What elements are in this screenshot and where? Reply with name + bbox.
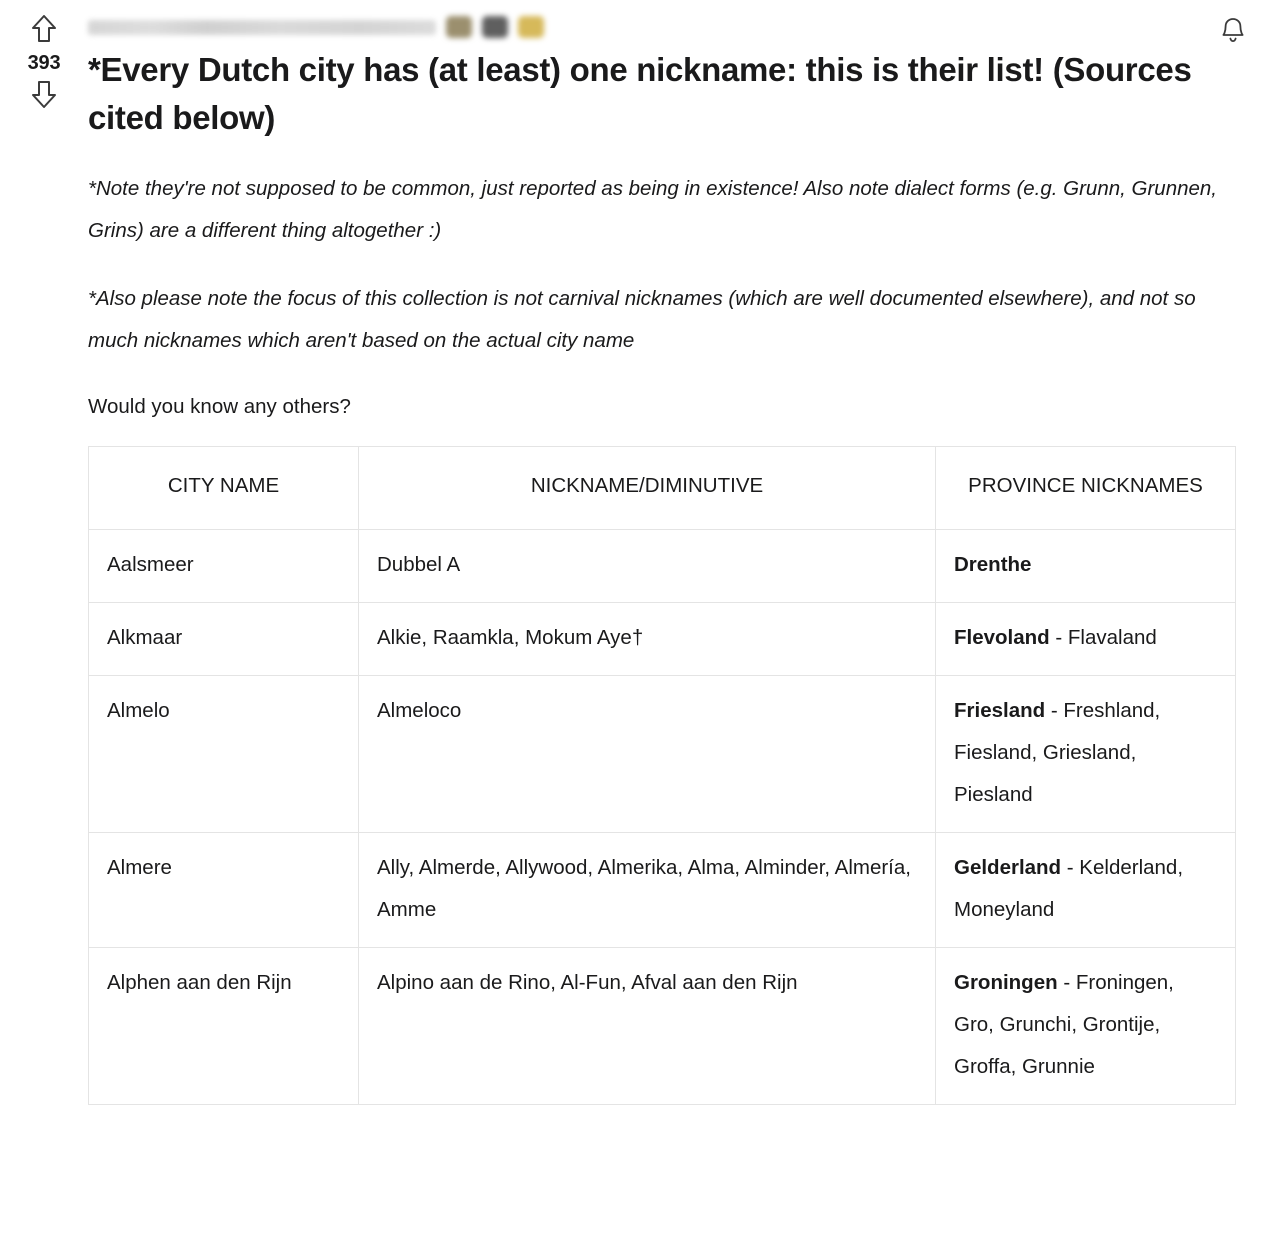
cell-city-name: Alphen aan den Rijn	[89, 948, 359, 1105]
province-name: Gelderland	[954, 856, 1062, 879]
column-header-city-name: CITY NAME	[89, 447, 359, 530]
cell-nickname: Alpino aan de Rino, Al-Fun, Afval aan den Rijn	[359, 948, 936, 1105]
cell-province	[936, 676, 1236, 833]
vote-rail	[0, 0, 88, 111]
table-row	[89, 833, 1236, 948]
province-nicknames: - Freshland, Fiesland, Griesland, Piesland	[954, 699, 1161, 806]
cell-province	[936, 603, 1236, 676]
province-name: Drenthe	[954, 553, 1032, 576]
table-header-row	[89, 447, 1236, 530]
cell-province	[936, 530, 1236, 603]
column-header-province-nicknames: PROVINCE NICKNAMES	[936, 447, 1236, 530]
cell-province	[936, 948, 1236, 1105]
cell-province	[936, 833, 1236, 948]
downvote-arrow-icon[interactable]	[27, 77, 61, 111]
post-content	[88, 0, 1238, 1105]
nicknames-table	[88, 446, 1236, 1105]
cell-nickname: Dubbel A	[359, 530, 936, 603]
byline-award-icon-1	[446, 16, 472, 38]
post-note-2: *Also please note the focus of this collection is not carnival nicknames (which are well documented elsewhere), and not so much nicknames which aren't based on the actual city name	[88, 287, 1196, 352]
vote-count: 393	[27, 52, 61, 74]
cell-city-name: Almelo	[89, 676, 359, 833]
post-note-1: *Note they're not supposed to be common, just reported as being in existence! Also note dialect forms (e.g. Grunn, Grunnen, Grins) are a different thing altogether :)	[88, 177, 1218, 242]
province-name: Groningen	[954, 971, 1058, 994]
province-name: Friesland	[954, 699, 1046, 722]
province-nicknames: - Froningen, Gro, Grunchi, Grontije, Groffa, Grunnie	[954, 971, 1174, 1078]
cell-nickname: Ally, Almerde, Allywood, Almerika, Alma, Alminder, Almería, Amme	[359, 833, 936, 948]
cell-city-name: Aalsmeer	[89, 530, 359, 603]
byline-redacted	[88, 14, 1238, 40]
table-row	[89, 530, 1236, 603]
column-header-nickname: NICKNAME/DIMINUTIVE	[359, 447, 936, 530]
cell-nickname: Almeloco	[359, 676, 936, 833]
table-row	[89, 603, 1236, 676]
upvote-arrow-icon[interactable]	[27, 12, 61, 46]
province-nicknames: - Kelderland, Moneyland	[954, 856, 1184, 921]
cell-nickname: Alkie, Raamkla, Mokum Aye†	[359, 603, 936, 676]
page-title: *Every Dutch city has (at least) one nickname: this is their list! (Sources cited below)	[88, 51, 1192, 136]
province-name: Flevoland	[954, 626, 1050, 649]
province-nicknames: - Flavaland	[1049, 626, 1157, 649]
cell-city-name: Almere	[89, 833, 359, 948]
table-row	[89, 676, 1236, 833]
byline-award-icon-3	[518, 16, 544, 38]
byline-award-icon-2	[482, 16, 508, 38]
post-question: Would you know any others?	[88, 395, 351, 418]
table-row	[89, 948, 1236, 1105]
byline-text-blurred	[88, 20, 436, 35]
cell-city-name: Alkmaar	[89, 603, 359, 676]
